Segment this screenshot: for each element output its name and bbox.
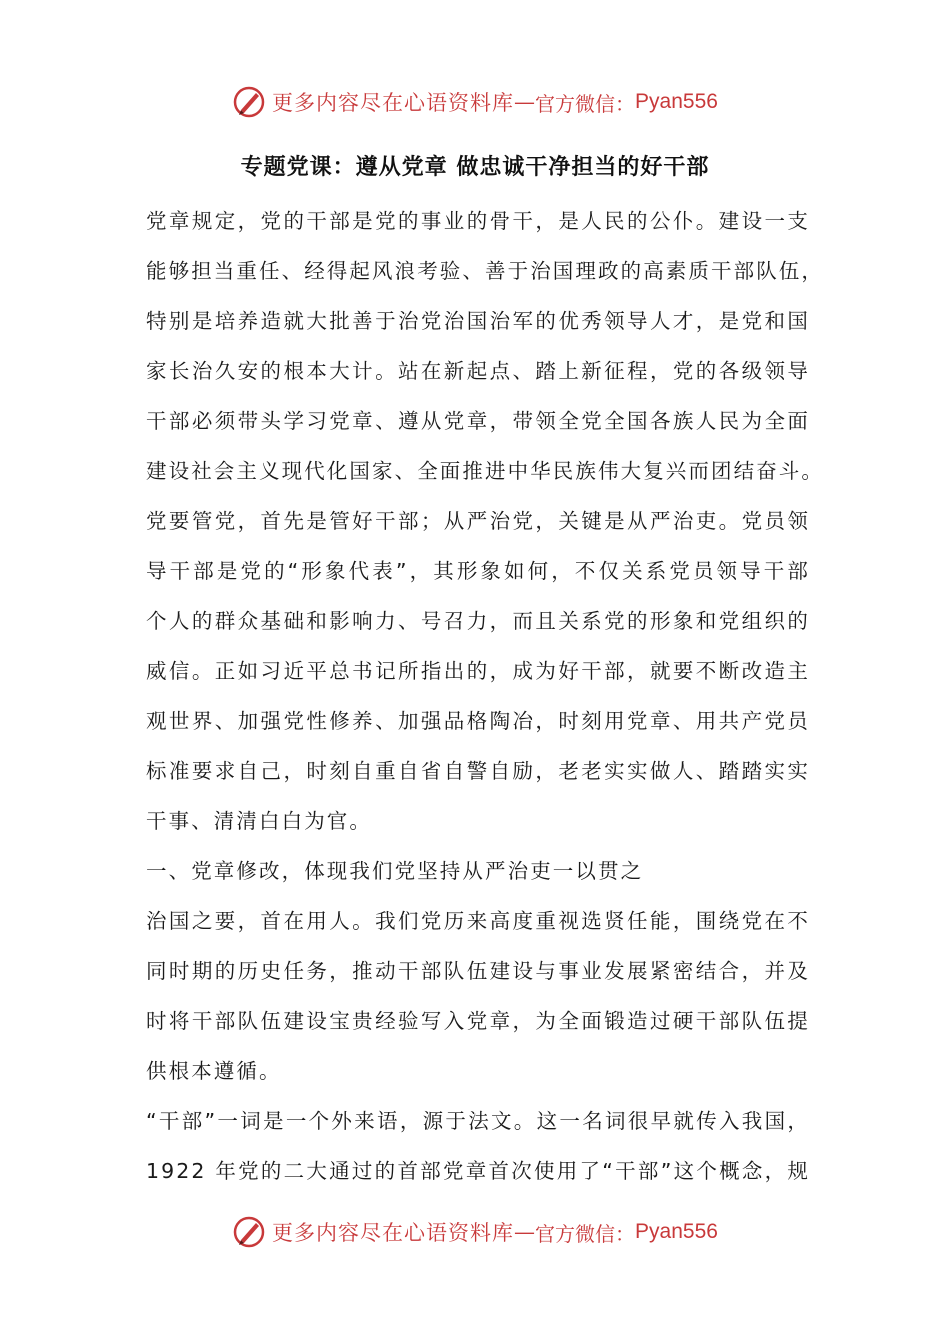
body-line: 党章规定，党的干部是党的事业的骨干，是人民的公仆。建设一支 [146,209,810,233]
watermark-separator: — [514,1220,536,1244]
watermark-wechat-label: 官方微信： [535,91,636,116]
body-line: 导干部是党的“形象代表”，其形象如何，不仅关系党员领导干部 [146,559,810,583]
body-line: 党要管党，首先是管好干部；从严治党，关键是从严治吏。党员领 [146,509,810,533]
watermark-wechat-id: Pyan556 [635,90,718,113]
body-line: 威信。正如习近平总书记所指出的，成为好干部，就要不断改造主 [146,659,810,683]
watermark-banner-top [0,82,950,122]
body-line: 特别是培养造就大批善于治党治国治军的优秀领导人才，是党和国 [146,309,810,333]
pen-seal-icon [232,85,266,119]
watermark-wechat-id: Pyan556 [635,1220,718,1243]
body-line: 1922 年党的二大通过的首部党章首次使用了“干部”这个概念，规 [146,1159,810,1183]
body-line: 家长治久安的根本大计。站在新起点、踏上新征程，党的各级领导 [146,359,810,383]
body-line: 供根本遵循。 [146,1059,282,1083]
body-line: 个人的群众基础和影响力、号召力，而且关系党的形象和党组织的 [146,609,810,633]
watermark-banner-bottom [0,1212,950,1252]
document-title: 专题党课：遵从党章 做忠诚干净担当的好干部 [240,154,710,180]
body-line: 干事、清清白白为官。 [146,809,372,833]
watermark-wechat-label: 官方微信： [535,1221,636,1246]
body-line: 时将干部队伍建设宝贵经验写入党章，为全面锻造过硬干部队伍提 [146,1009,810,1033]
section-heading: 一、党章修改，体现我们党坚持从严治吏一以贯之 [146,859,644,883]
body-line: 同时期的历史任务，推动干部队伍建设与事业发展紧密结合，并及 [146,959,810,983]
watermark-text: 更多内容尽在心语资料库 [272,91,515,115]
body-line: 能够担当重任、经得起风浪考验、善于治国理政的高素质干部队伍， [146,259,824,283]
body-line: 标准要求自己，时刻自重自省自警自励，老老实实做人、踏踏实实 [146,759,810,783]
body-line: 观世界、加强党性修养、加强品格陶冶，时刻用党章、用共产党员 [146,709,810,733]
body-line: “干部”一词是一个外来语，源于法文。这一名词很早就传入我国， [146,1109,810,1133]
body-line: 建设社会主义现代化国家、全面推进中华民族伟大复兴而团结奋斗。 [146,459,824,483]
pen-seal-icon [232,1215,266,1249]
watermark-separator: — [514,90,536,114]
watermark-text: 更多内容尽在心语资料库 [272,1221,515,1245]
body-line: 治国之要，首在用人。我们党历来高度重视选贤任能，围绕党在不 [146,909,810,933]
body-line: 干部必须带头学习党章、遵从党章，带领全党全国各族人民为全面 [146,409,810,433]
